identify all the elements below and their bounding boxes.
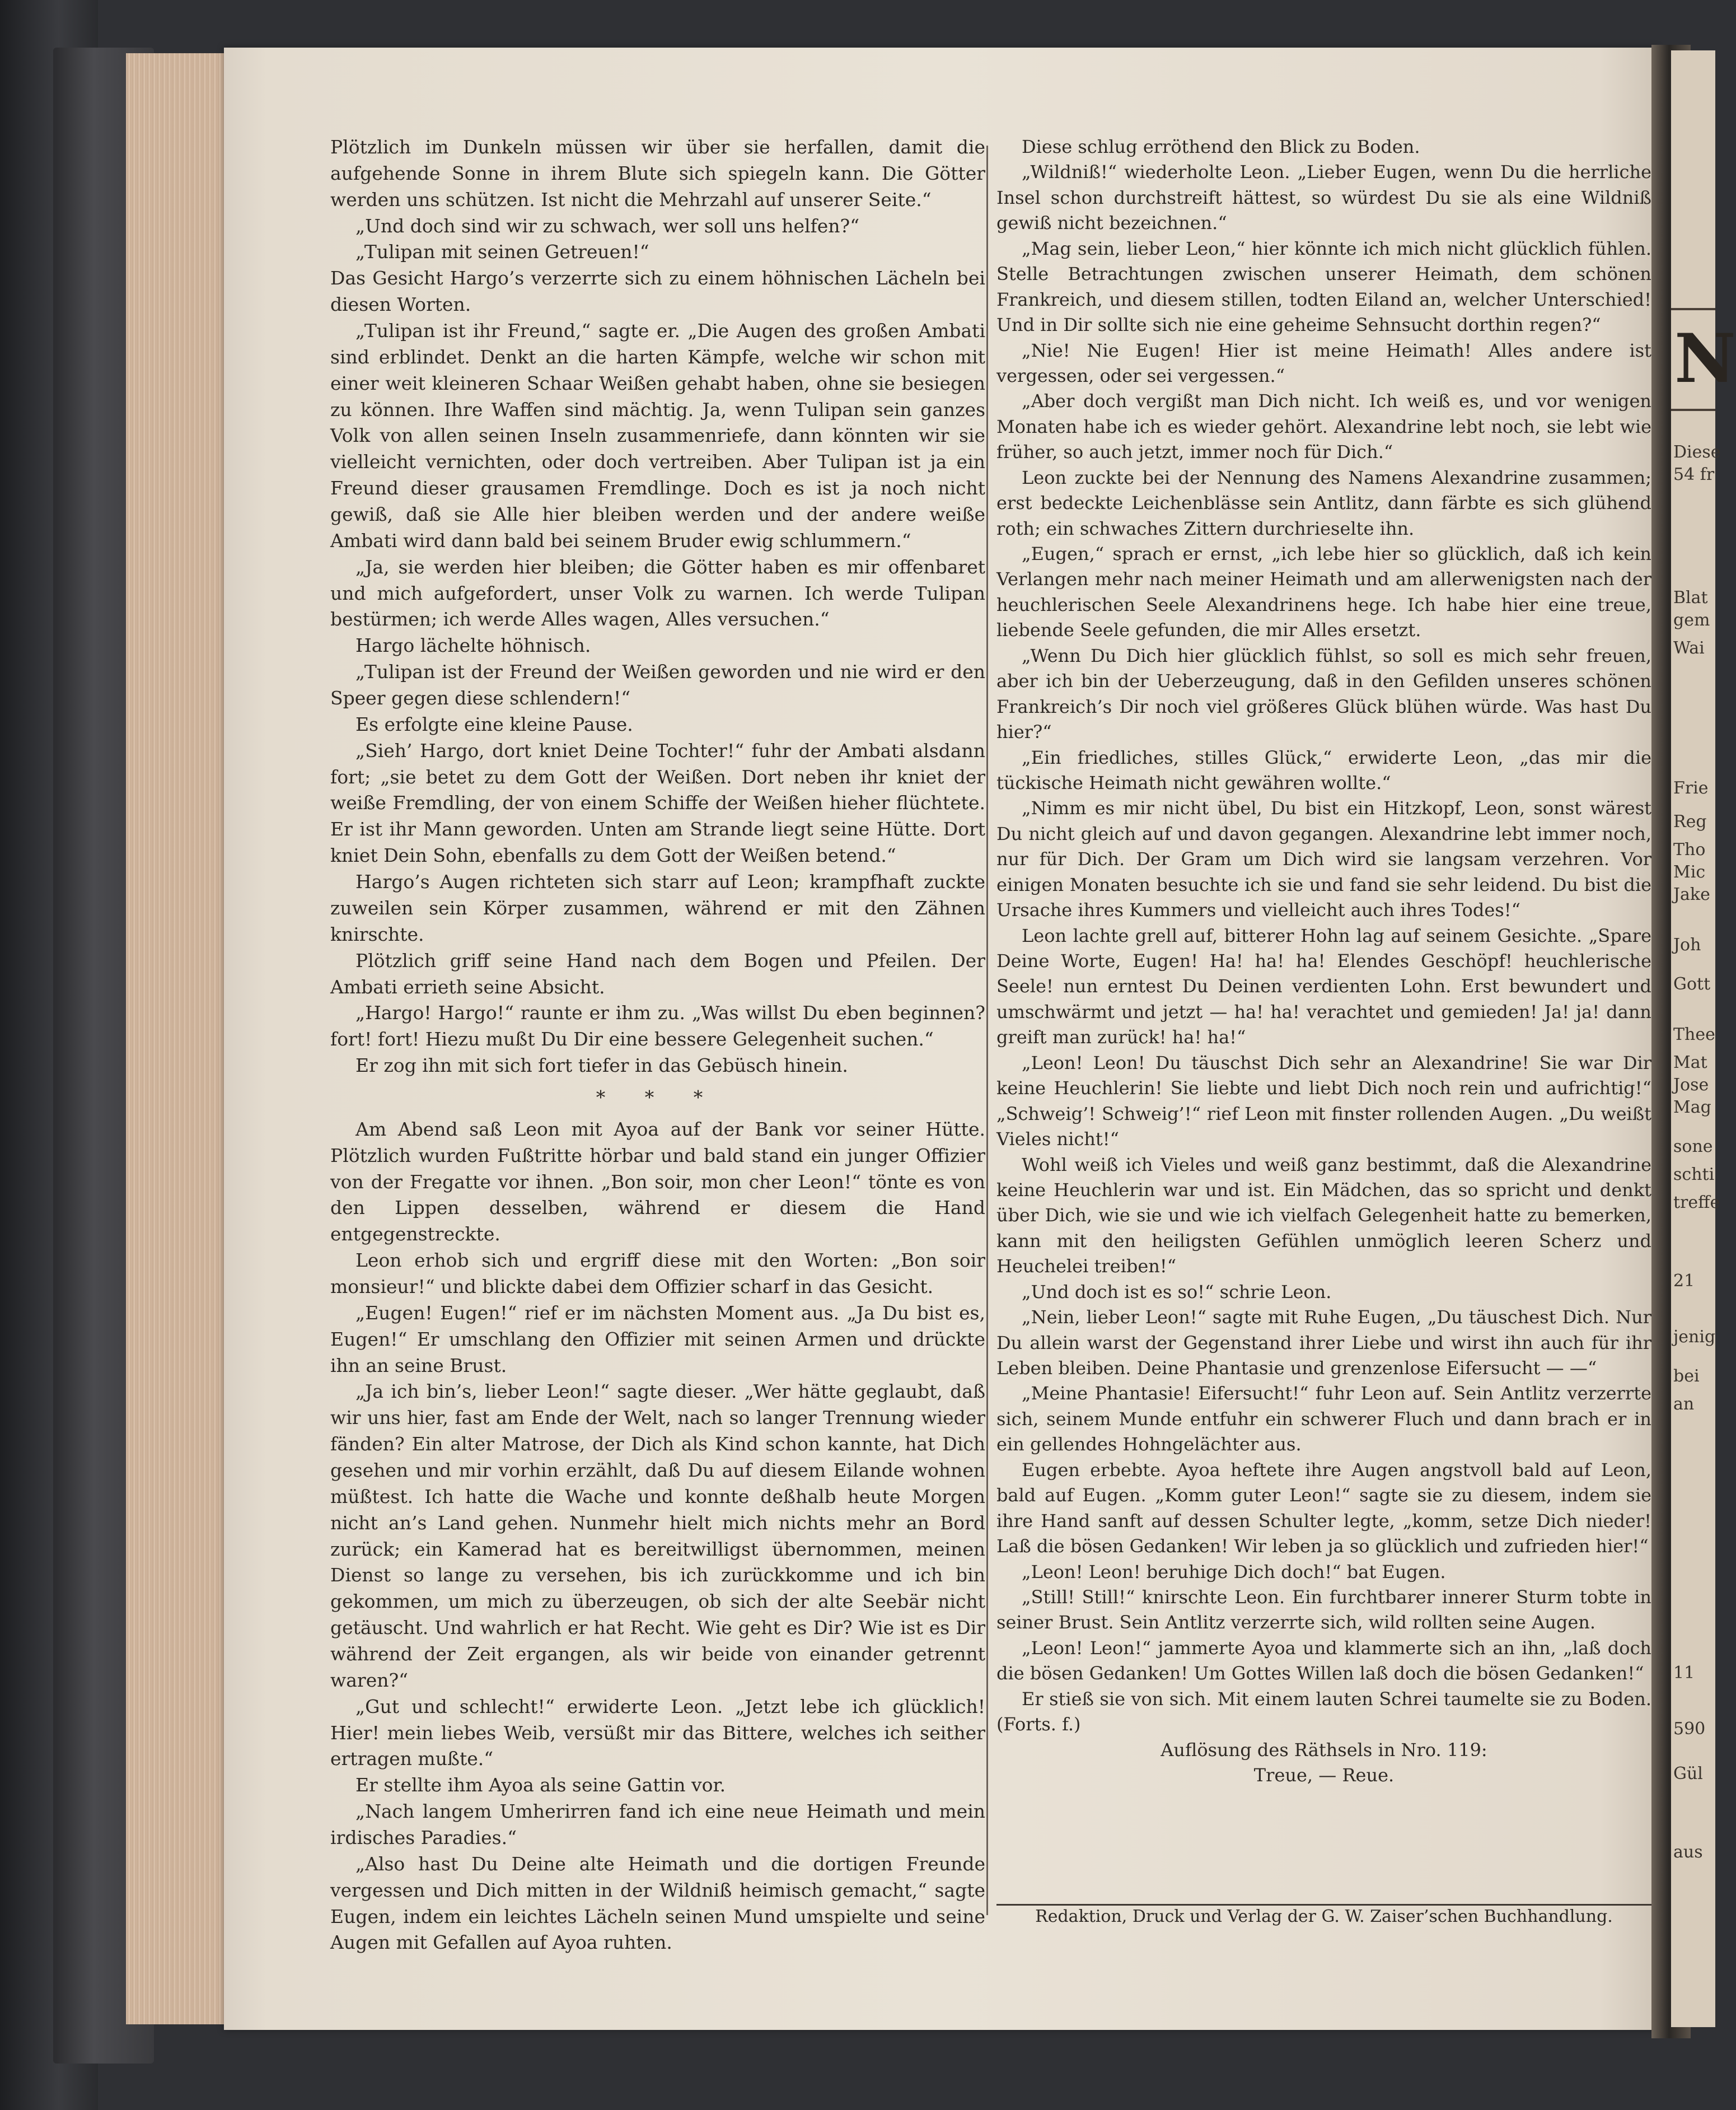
paragraph: „Still! Still!“ knirschte Leon. Ein furchtbarer innerer Sturm tobte in seiner Brust. Sein Antlitz verzerrte sich, wild rollten seine Augen. [996, 1586, 1651, 1633]
adjacent-page-fragment: 21 [1673, 1271, 1695, 1291]
paragraph: „Aber doch vergißt man Dich nicht. Ich weiß es, und vor wenigen Monaten habe ich es wieder gehört. Alexandrine lebt noch, sie lebt wie früher, so auch jetzt, immer noch für Dich.“ [996, 390, 1651, 463]
adjacent-page-fragment: Thee [1673, 1025, 1715, 1044]
adjacent-page-fragment: Jose [1673, 1075, 1709, 1095]
paragraph: „Und doch ist es so!“ schrie Leon. [1022, 1281, 1332, 1303]
paragraph: Wohl weiß ich Vieles und weiß ganz bestimmt, daß die Alexandrine keine Heuchlerin war und ist. Ein Mädchen, das so spricht und denkt über Dich, wie sie und wie ich vielfach Gelegenheit hatte zu bemerken, kann mit den heiligsten Gefühlen unmöglich leeren Scherz und Heuchelei treiben!“ [996, 1154, 1651, 1277]
paragraph: „Wenn Du Dich hier glücklich fühlst, so soll es mich sehr freuen, aber ich bin der Ueberzeugung, daß in den Gefilden unseres schönen Frankreich’s Dir noch viel größeres Glück blühen würde. Was hast Du hier?“ [996, 645, 1651, 743]
adjacent-page-fragment: Jake [1673, 885, 1710, 904]
adjacent-page-fragment: schti [1673, 1165, 1715, 1184]
paragraph: Plötzlich griff seine Hand nach dem Bogen und Pfeilen. Der Ambati errieth seine Absicht. [330, 949, 985, 998]
paragraph: „Nimm es mir nicht übel, Du bist ein Hitzkopf, Leon, sonst wärest Du nicht gleich auf und davon gegangen. Alexandrine lebt immer noch, nur für Dich. Der Gram um Dich wird sie langsam verzehren. Vor einigen Monaten besuchte ich sie und fand sie sehr leidend. Du bist die Ursache ihres Kummers und vielleicht auch ihres Todes!“ [996, 797, 1651, 921]
adjacent-page-fragment: treffe [1673, 1193, 1720, 1212]
adjacent-page-fragment: aus [1673, 1842, 1703, 1862]
adjacent-page-fragment: Diese [1673, 442, 1721, 462]
adjacent-page-fragment: Reg [1673, 812, 1707, 832]
paragraph: „Eugen! Eugen!“ rief er im nächsten Moment aus. „Ja Du bist es, Eugen!“ Er umschlang den Offizier mit seinen Armen und drückte ihn an seine Brust. [330, 1301, 985, 1376]
section-separator: * * * [596, 1086, 720, 1108]
masthead-letter: N [1674, 319, 1736, 398]
adjacent-page-fragment: 11 [1673, 1663, 1695, 1683]
publisher-footer: Redaktion, Druck und Verlag der G. W. Zaiser’schen Buchhandlung. [1035, 1907, 1613, 1926]
paragraph: Am Abend saß Leon mit Ayoa auf der Bank vor seiner Hütte. Plötzlich wurden Fußtritte hörbar und bald stand ein junger Offizier von der Fregatte vor ihnen. „Bon soir, mon cher Leon!“ tönte es von den Lippen desselben, während er diesem die Hand entgegenstreckte. [330, 1118, 985, 1245]
masthead-bottom-rule [1671, 409, 1715, 411]
paragraph: „Und doch sind wir zu schwach, wer soll uns helfen?“ [355, 214, 860, 237]
adjacent-page-fragment: Tho [1673, 840, 1706, 860]
paragraph: „Tulipan ist ihr Freund,“ sagte er. „Die Augen des großen Ambati sind erblindet. Denkt an die harten Kämpfe, welche wir schon mit einer weit kleineren Schaar Weißen gehabt haben, ohne sie besiegen zu können. Ihre Waffen sind mächtig. Ja, wenn Tulipan sein ganzes Volk von allen seinen Inseln zusammenriefe, dann könnten wir sie vielleicht vernichten, oder doch vertreiben. Aber Tulipan ist ja ein Freund dieser grausamen Fremdlinge. Doch es ist ja noch nicht gewiß, daß sie Alle hier bleiben werden und der andere weiße Ambati wird dann bald bei seinem Bruder ewig schlummern.“ [330, 320, 985, 552]
paragraph: „Ja ich bin’s, lieber Leon!“ sagte dieser. „Wer hätte geglaubt, daß wir uns hier, fast am Ende der Welt, nach so langer Trennung wieder fänden? Ein alter Matrose, der Dich als Kind schon kannte, hat Dich gesehen und mir vorhin erzählt, daß Du auf diesem Eilande wohnen müßtest. Ich hatte die Wache und konnte deßhalb heute Morgen nicht an’s Land gehen. Nunmehr hielt mich nichts mehr an Bord zurück; ein Kamerad hat es bereitwilligst übernommen, meinen Dienst so lange zu versehen, bis ich zurückkomme und ich bin gekommen, um mich zu überzeugen, ob sich der alte Seebär nicht getäuscht. Und wahrlich er hat Recht. Wie geht es Dir? Wie ist es Dir während der Zeit ergangen, als wir beide von einander getrennt waren?“ [330, 1380, 985, 1691]
paragraph: „Also hast Du Deine alte Heimath und die dortigen Freunde vergessen und Dich mitten in der Wildniß heimisch gemacht,“ sagte Eugen, indem ein leichtes Lächeln seinen Mund umspielte und seine Augen mit Gefallen auf Ayoa ruhten. [330, 1852, 985, 1954]
adjacent-page-fragment: Mag [1673, 1098, 1711, 1117]
riddle-solution-line: Treue, — Reue. [1253, 1764, 1395, 1786]
adjacent-page-fragment: 590 [1673, 1719, 1706, 1739]
paragraph: „Eugen,“ sprach er ernst, „ich lebe hier so glücklich, daß ich kein Verlangen mehr nach meiner Heimath und am allerwenigsten nach der heuchlerischen Seele Alexandrinens hege. Ich habe hier eine treue, liebende Seele gefunden, die mir Alles ersetzt. [996, 543, 1651, 641]
paragraph: „Leon! Leon!“ jammerte Ayoa und klammerte sich an ihn, „laß doch die bösen Gedanken! Um Gottes Willen laß doch die bösen Gedanken!“ [996, 1637, 1651, 1684]
paragraph: Diese schlug erröthend den Blick zu Boden. [1022, 136, 1420, 157]
paragraph: „Leon! Leon! Du täuschst Dich sehr an Alexandrine! Sie war Dir keine Heuchlerin! Sie liebte und liebt Dich noch rein und aufrichtig!“ „Schweig’! Schweig’!“ rief Leon mit finster rollenden Augen. „Du weißt Vieles nicht!“ [996, 1052, 1651, 1150]
paragraph: „Sieh’ Hargo, dort kniet Deine Tochter!“ fuhr der Ambati alsdann fort; „sie betet zu dem Gott der Weißen. Dort neben ihr kniet der weiße Fremdling, der von einem Schiffe der Weißen hieher flüchtete. Er ist ihr Mann geworden. Unten am Strande liegt seine Hütte. Dort kniet Dein Sohn, ebenfalls zu dem Gott der Weißen betend.“ [330, 739, 985, 867]
paragraph: „Mag sein, lieber Leon,“ hier könnte ich mich nicht glücklich fühlen. Stelle Betrachtungen zwischen unserer Heimath, dem schönen Frankreich, und diesem stillen, todten Eiland an, welcher Unterschied! Und in Dir sollte sich nie eine geheime Sehnsucht dorthin regen?“ [996, 237, 1651, 336]
masthead-top-rule [1671, 308, 1715, 310]
paragraph: „Gut und schlecht!“ erwiderte Leon. „Jetzt lebe ich glücklich! Hier! mein liebes Weib, versüßt mir das Bittere, welches ich seither ertragen mußte.“ [330, 1695, 985, 1770]
adjacent-page-fragment: 54 fr [1673, 465, 1715, 484]
paragraph: „Ein friedliches, stilles Glück,“ erwiderte Leon, „das mir die tückische Heimath nicht gewähren wollte.“ [996, 746, 1651, 793]
adjacent-page-fragment: Joh [1673, 935, 1701, 955]
adjacent-page-fragment: gem [1673, 610, 1710, 630]
adjacent-page-fragment: jenig [1673, 1327, 1716, 1347]
paragraph: Hargo’s Augen richteten sich starr auf Leon; krampfhaft zuckte zuweilen sein Körper zusammen, während er mit den Zähnen knirschte. [330, 871, 985, 945]
paragraph: Das Gesicht Hargo’s verzerrte sich zu einem höhnischen Lächeln bei diesen Worten. [330, 267, 985, 316]
adjacent-page-fragment: Blat [1673, 588, 1708, 608]
adjacent-page-fragment: bei [1673, 1366, 1700, 1386]
paragraph: Leon lachte grell auf, bitterer Hohn lag auf seinem Gesichte. „Spare Deine Worte, Eugen! Ha! ha! ha! Elendes Geschöpf! heuchlerische Seele! nun erntest Du Deinen verdienten Lohn. Erst bewundert und umschwärmt und jetzt — ha! ha! verachtet und gemieden! Ja! ja! dann greift man zurück! ha! ha!“ [996, 925, 1651, 1048]
paragraph: Er stellte ihm Ayoa als seine Gattin vor. [355, 1774, 726, 1796]
adjacent-page-fragment: an [1673, 1394, 1695, 1414]
adjacent-page-fragment: Gott [1673, 974, 1711, 994]
right-text-column [996, 134, 1651, 1788]
column-divider [986, 146, 988, 1915]
adjacent-page-fragment: Gül [1673, 1764, 1703, 1784]
paragraph: „Tulipan mit seinen Getreuen!“ [355, 241, 649, 263]
paragraph: „Ja, sie werden hier bleiben; die Götter haben es mir offenbaret und mich aufgefordert, unser Volk zu warnen. Ich werde Tulipan bestürmen; ich werde Alles wagen, Alles versuchen.“ [330, 555, 985, 631]
adjacent-page-fragment: Mat [1673, 1053, 1707, 1072]
paragraph: Leon erhob sich und ergriff diese mit den Worten: „Bon soir monsieur!“ und blickte dabei dem Offizier scharf in das Gesicht. [330, 1249, 985, 1297]
paragraph: „Wildniß!“ wiederholte Leon. „Lieber Eugen, wenn Du die herrliche Insel schon durchstreift hättest, so würdest Du sie als eine Wildniß gewiß nicht bezeichnen.“ [996, 161, 1651, 234]
paragraph: „Nie! Nie Eugen! Hier ist meine Heimath! Alles andere ist vergessen, oder sei vergessen.“ [996, 339, 1651, 386]
adjacent-page-fragment: Mic [1673, 862, 1706, 882]
paragraph: „Nein, lieber Leon!“ sagte mit Ruhe Eugen, „Du täuschest Dich. Nur Du allein warst der Gegenstand ihrer Liebe und wirst ihn auch für ihr Leben bleiben. Deine Phantasie und grenzenlose Eifersucht — —“ [996, 1306, 1651, 1379]
left-text-column [330, 134, 985, 1956]
paragraph: Leon zuckte bei der Nennung des Namens Alexandrine zusammen; erst bedeckte Leichenblässe sein Antlitz, dann färbte es sich glühend roth; ein schwaches Zittern durchrieselte ihn. [996, 466, 1651, 539]
adjacent-page-fragment: sone [1673, 1137, 1713, 1156]
adjacent-page-fragment: Wai [1673, 638, 1705, 658]
footer-rule [996, 1904, 1654, 1906]
adjacent-page-strip [1671, 50, 1736, 2027]
paragraph: Er stieß sie von sich. Mit einem lauten Schrei taumelte sie zu Boden. (Forts. f.) [996, 1688, 1651, 1735]
paragraph: „Hargo! Hargo!“ raunte er ihm zu. „Was willst Du eben beginnen? fort! fort! Hiezu mußt Du Dir eine bessere Gelegenheit suchen.“ [330, 1002, 985, 1051]
paragraph: „Meine Phantasie! Eifersucht!“ fuhr Leon auf. Sein Antlitz verzerrte sich, seinem Munde entfuhr ein schwerer Fluch und dann brach er in ein gellendes Hohngelächter aus. [996, 1383, 1651, 1455]
paragraph: Er zog ihn mit sich fort tiefer in das Gebüsch hinein. [355, 1054, 848, 1077]
paragraph: Plötzlich im Dunkeln müssen wir über sie herfallen, damit die aufgehende Sonne in ihrem Blute sich spiegeln kann. Die Götter werden uns schützen. Ist nicht die Mehrzahl auf unserer Seite.“ [330, 136, 985, 211]
paragraph: Es erfolgte eine kleine Pause. [355, 713, 633, 735]
paragraph: „Tulipan ist der Freund der Weißen geworden und nie wird er den Speer gegen diese schlendern!“ [330, 661, 985, 709]
paragraph: „Leon! Leon! beruhige Dich doch!“ bat Eugen. [1022, 1561, 1446, 1583]
paragraph: „Nach langem Umherirren fand ich eine neue Heimath und mein irdisches Paradies.“ [330, 1800, 985, 1848]
adjacent-page-fragment: Frie [1673, 778, 1709, 798]
paragraph: Hargo lächelte höhnisch. [355, 634, 591, 657]
riddle-solution-line: Auflösung des Räthsels in Nro. 119: [1161, 1739, 1487, 1761]
paragraph: Eugen erbebte. Ayoa heftete ihre Augen angstvoll bald auf Leon, bald auf Eugen. „Komm guter Leon!“ sagte sie zu diesem, indem sie ihre Hand sanft auf dessen Schulter legte, „komm, setze Dich nieder! Laß die bösen Gedanken! Wir leben ja so glücklich und zufrieden hier!“ [996, 1459, 1651, 1557]
